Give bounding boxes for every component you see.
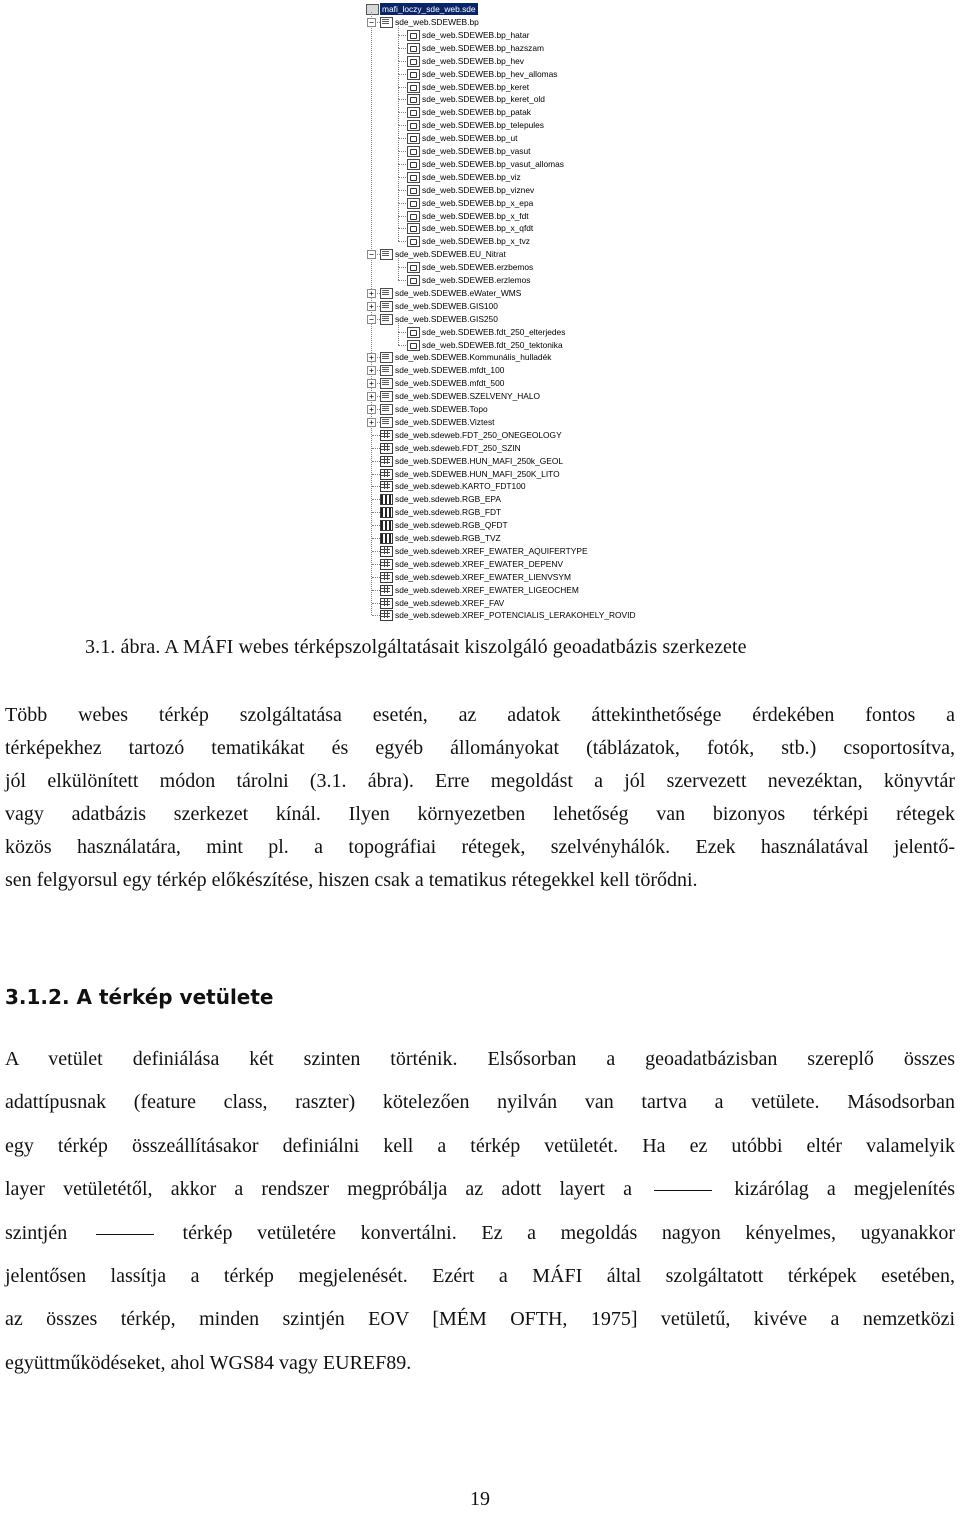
paragraph-projection bbox=[5, 1038, 955, 1385]
tree-item-label: sde_web.SDEWEB.bp_vasut_allomas bbox=[422, 158, 564, 169]
figure-caption: 3.1. ábra. A MÁFI webes térképszolgáltatásait kiszolgáló geoadatbázis szerkezete bbox=[85, 636, 747, 658]
expand-icon[interactable]: + bbox=[367, 418, 376, 427]
feature-class-icon bbox=[407, 275, 420, 286]
feature-class-icon bbox=[407, 56, 420, 67]
text-line bbox=[5, 1168, 955, 1211]
tree-item-label: sde_web.sdeweb.XREF_FAV bbox=[395, 597, 505, 608]
tree-connector-line bbox=[398, 74, 399, 87]
tree-item-label: sde_web.sdeweb.XREF_POTENCIALIS_LERAKOHELY_ROVID bbox=[395, 610, 636, 621]
feature-class-icon bbox=[407, 327, 420, 338]
tree-connector-line bbox=[398, 177, 399, 190]
feature-class-icon bbox=[407, 94, 420, 105]
raster-icon bbox=[380, 520, 393, 531]
tree-connector-line bbox=[372, 564, 380, 565]
tree-connector-line bbox=[398, 151, 406, 152]
text-line: jelentősen lassítja a térkép megjelenését. Ezért a MÁFI által szolgáltatott térképek esetében, bbox=[5, 1265, 955, 1288]
text-line: vagy adatbázis szerkezet kínál. Ilyen környezetben lehetőség van bizonyos térképi rétegek bbox=[5, 803, 955, 825]
text-segment: szintjén bbox=[5, 1221, 68, 1244]
tree-item-label: sde_web.sdeweb.KARTO_FDT100 bbox=[395, 481, 526, 492]
tree-connector-line bbox=[398, 228, 406, 229]
tree-connector-line bbox=[398, 345, 406, 346]
tree-item-label: sde_web.SDEWEB.fdt_250_elterjedes bbox=[422, 326, 566, 337]
tree-connector-line bbox=[398, 177, 406, 178]
table-icon bbox=[380, 610, 393, 621]
tree-connector-line bbox=[372, 474, 380, 475]
tree-connector-line bbox=[398, 99, 399, 112]
tree-item-label: sde_web.sdeweb.FDT_250_ONEGEOLOGY bbox=[395, 429, 562, 440]
tree-item-label: sde_web.SDEWEB.bp_vasut bbox=[422, 146, 531, 156]
tree-connector-line bbox=[398, 280, 406, 281]
dataset-icon bbox=[380, 352, 393, 363]
tree-item-label: sde_web.SDEWEB.bp_viz bbox=[422, 171, 521, 182]
tree-connector-line bbox=[398, 164, 399, 177]
tree-item-label: sde_web.sdeweb.XREF_EWATER_LIGEOCHEM bbox=[395, 584, 579, 595]
table-icon bbox=[380, 481, 393, 492]
dataset-icon bbox=[380, 391, 393, 402]
tree-connector-line bbox=[398, 99, 406, 100]
tree-item-label: sde_web.SDEWEB.bp_viznev bbox=[422, 184, 535, 195]
text-line: közös használatára, mint pl. a topográfiai rétegek, szelvényhálók. Ezek használatával jelentő- bbox=[5, 836, 955, 858]
tree-item-label: sde_web.SDEWEB.bp_hatar bbox=[422, 29, 530, 40]
tree-connector-line bbox=[398, 74, 406, 75]
tree-connector-line bbox=[398, 138, 406, 139]
tree-connector-line bbox=[398, 48, 406, 49]
tree-item-label: sde_web.SDEWEB.eWater_WMS bbox=[395, 287, 522, 298]
tree-item-label: sde_web.SDEWEB.HUN_MAFI_250k_GEOL bbox=[395, 455, 564, 466]
feature-class-icon bbox=[407, 159, 420, 170]
tree-item-label: sde_web.SDEWEB.bp_hazszam bbox=[422, 42, 544, 53]
tree-connector-line bbox=[398, 61, 399, 74]
tree-connector-line bbox=[398, 112, 399, 125]
raster-icon bbox=[380, 533, 393, 544]
tree-item-label: sde_web.sdeweb.XREF_EWATER_AQUIFERTYPE bbox=[395, 545, 588, 556]
text-segment: kizárólag a megjelenítés bbox=[734, 1178, 956, 1201]
feature-class-icon bbox=[407, 107, 420, 118]
text-line: jól elkülönített módon tárolni (3.1. ábra). Erre megoldást a jól szervezett nevezéktan, könyvtár bbox=[5, 770, 955, 792]
expand-icon[interactable]: + bbox=[367, 366, 376, 375]
feature-class-icon bbox=[407, 133, 420, 144]
tree-connector-line bbox=[372, 577, 380, 578]
feature-class-icon bbox=[407, 236, 420, 247]
expand-icon[interactable]: + bbox=[367, 405, 376, 414]
tree-item-label: sde_web.sdeweb.RGB_FDT bbox=[395, 507, 502, 518]
feature-class-icon bbox=[407, 43, 420, 54]
raster-icon bbox=[380, 494, 393, 505]
tree-connector-line bbox=[398, 35, 406, 36]
dataset-icon bbox=[380, 365, 393, 376]
feature-class-icon bbox=[407, 172, 420, 183]
raster-icon bbox=[380, 507, 393, 518]
table-icon bbox=[380, 456, 393, 467]
tree-item-label: sde_web.SDEWEB.bp_x_fdt bbox=[422, 210, 529, 221]
tree-connector-line bbox=[398, 216, 406, 217]
tree-item-label: sde_web.SDEWEB.Topo bbox=[395, 404, 488, 414]
tree-item-label: sde_web.SDEWEB.bp_telepules bbox=[422, 120, 544, 131]
tree-item-label: sde_web.SDEWEB.mfdt_500 bbox=[395, 378, 505, 389]
expand-icon[interactable]: + bbox=[367, 379, 376, 388]
table-icon bbox=[380, 585, 393, 596]
feature-class-icon bbox=[407, 185, 420, 196]
tree-item-label: sde_web.SDEWEB.bp_keret_old bbox=[422, 94, 545, 105]
dataset-icon bbox=[380, 249, 393, 260]
feature-class-icon bbox=[407, 223, 420, 234]
tree-connector-line bbox=[398, 203, 406, 204]
tree-item-label: sde_web.SDEWEB.bp_x_epa bbox=[422, 197, 534, 208]
tree-connector-line bbox=[398, 125, 399, 138]
tree-item-label: sde_web.SDEWEB.bp_hev bbox=[422, 55, 524, 66]
collapse-icon[interactable]: − bbox=[367, 315, 376, 324]
tree-item-label: sde_web.SDEWEB.erzlemos bbox=[422, 275, 531, 285]
tree-root-label: mafi_loczy_sde_web.sde bbox=[382, 4, 476, 14]
tree-connector-line bbox=[398, 151, 399, 164]
text-line: A vetület definiálása két szinten történik. Elsősorban a geoadatbázisban szereplő összes bbox=[5, 1048, 955, 1070]
tree-connector-line bbox=[398, 35, 399, 48]
text-segment: térkép vetületére konvertálni. Ez a megoldás nagyon kényelmes, ugyanakkor bbox=[182, 1221, 956, 1244]
text-line: egy térkép összeállításakor definiálni kell a térkép vetületét. Ha ez utóbbi eltér valamelyik bbox=[5, 1134, 955, 1157]
tree-connector-line bbox=[398, 228, 399, 241]
dataset-icon bbox=[380, 288, 393, 299]
feature-class-icon bbox=[407, 340, 420, 351]
tree-item-label: sde_web.sdeweb.XREF_EWATER_LIENVSYM bbox=[395, 571, 571, 582]
tree-item-label: sde_web.SDEWEB.GIS250 bbox=[395, 313, 498, 324]
tree-item-label: sde_web.sdeweb.FDT_250_SZIN bbox=[395, 442, 521, 453]
dataset-icon bbox=[380, 314, 393, 325]
page-number: 19 bbox=[470, 1488, 490, 1510]
text-line: adattípusnak (feature class, raszter) kötelezően nyilván van tartva a vetülete. Másodsorban bbox=[5, 1091, 955, 1114]
tree-item-label: sde_web.SDEWEB.erzbemos bbox=[422, 262, 534, 273]
em-dash bbox=[654, 1190, 712, 1191]
expand-icon[interactable]: + bbox=[367, 353, 376, 362]
tree-connector-line bbox=[372, 603, 380, 604]
table-icon bbox=[380, 598, 393, 609]
tree-item-label: sde_web.sdeweb.RGB_EPA bbox=[395, 494, 501, 505]
tree-connector-line bbox=[398, 22, 399, 35]
table-icon bbox=[380, 546, 393, 557]
tree-item-label: sde_web.SDEWEB.fdt_250_tektonika bbox=[422, 339, 563, 350]
tree-item-label: sde_web.SDEWEB.SZELVENY_HALO bbox=[395, 391, 541, 402]
tree-item-label: sde_web.SDEWEB.HUN_MAFI_250K_LITO bbox=[395, 468, 560, 479]
tree-connector-line bbox=[372, 448, 380, 449]
tree-connector-line bbox=[398, 138, 399, 151]
feature-class-icon bbox=[407, 262, 420, 273]
dataset-icon bbox=[380, 301, 393, 312]
tree-connector-line bbox=[372, 590, 380, 591]
dataset-icon bbox=[380, 404, 393, 415]
dataset-icon bbox=[380, 417, 393, 428]
tree-connector-line bbox=[398, 190, 406, 191]
table-icon bbox=[380, 443, 393, 454]
tree-connector-line bbox=[372, 486, 380, 487]
tree-connector-line bbox=[398, 332, 406, 333]
tree-item-label: sde_web.SDEWEB.EU_Nitrat bbox=[395, 249, 506, 260]
tree-connector-line bbox=[398, 332, 399, 345]
tree-connector-line bbox=[398, 164, 406, 165]
tree-item-label: sde_web.sdeweb.XREF_EWATER_DEPENV bbox=[395, 558, 564, 569]
text-line: térképekhez tartozó tematikákat és egyéb állományokat (táblázatok, fotók, stb.) csoportosítva, bbox=[5, 737, 955, 759]
tree-connector-line bbox=[372, 551, 380, 552]
table-icon bbox=[380, 430, 393, 441]
tree-connector-line bbox=[398, 125, 406, 126]
text-line: Több webes térkép szolgáltatása esetén, az adatok áttekinthetősége érdekében fontos a bbox=[5, 704, 955, 726]
tree-connector-line bbox=[372, 512, 380, 513]
tree-item-label: sde_web.SDEWEB.bp_hev_allomas bbox=[422, 68, 558, 79]
tree-item-label: sde_web.SDEWEB.mfdt_100 bbox=[395, 365, 505, 376]
feature-class-icon bbox=[407, 198, 420, 209]
collapse-icon[interactable]: − bbox=[367, 250, 376, 259]
tree-connector-line bbox=[398, 48, 399, 61]
tree-item-label: sde_web.SDEWEB.bp_patak bbox=[422, 107, 531, 118]
tree-item-label: sde_web.sdeweb.RGB_TVZ bbox=[395, 533, 501, 543]
text-line: együttműködéseket, ahol WGS84 vagy EUREF89. bbox=[5, 1351, 412, 1374]
tree-item-label: sde_web.SDEWEB.bp_keret bbox=[422, 81, 530, 92]
dataset-icon bbox=[380, 378, 393, 389]
tree-item-label: sde_web.SDEWEB.GIS100 bbox=[395, 300, 498, 311]
section-heading: 3.1.2. A térkép vetülete bbox=[5, 985, 274, 1009]
tree-connector-line bbox=[398, 203, 399, 216]
tree-connector-line bbox=[398, 190, 399, 203]
feature-class-icon bbox=[407, 211, 420, 222]
tree-connector-line bbox=[398, 254, 399, 267]
expand-icon[interactable]: + bbox=[367, 289, 376, 298]
dataset-icon bbox=[380, 17, 393, 28]
tree-item-label: sde_web.SDEWEB.Viztest bbox=[395, 416, 495, 427]
expand-icon[interactable]: + bbox=[367, 302, 376, 311]
table-icon bbox=[380, 559, 393, 570]
tree-connector-line bbox=[372, 461, 380, 462]
database-icon bbox=[366, 4, 379, 15]
expand-icon[interactable]: + bbox=[367, 392, 376, 401]
table-icon bbox=[380, 572, 393, 583]
tree-connector-line bbox=[398, 86, 399, 99]
text-line bbox=[5, 1212, 955, 1255]
feature-class-icon bbox=[407, 69, 420, 80]
text-line: az összes térkép, minden szintjén EOV [MÉM OFTH, 1975] vetületű, kivéve a nemzetközi bbox=[5, 1308, 955, 1331]
collapse-icon[interactable]: − bbox=[367, 18, 376, 27]
tree-connector-line bbox=[398, 87, 406, 88]
tree-item-label: sde_web.SDEWEB.bp_ut bbox=[422, 133, 518, 144]
feature-class-icon bbox=[407, 30, 420, 41]
tree-connector-line bbox=[398, 241, 406, 242]
tree-connector-line bbox=[398, 319, 399, 332]
paragraph-intro bbox=[5, 699, 955, 897]
geodatabase-tree-view bbox=[360, 3, 645, 623]
tree-item-label: sde_web.SDEWEB.bp_x_tvz bbox=[422, 236, 530, 247]
tree-connector-line bbox=[398, 61, 406, 62]
tree-connector-line bbox=[372, 525, 380, 526]
tree-connector-line bbox=[398, 267, 399, 280]
tree-item-label: sde_web.SDEWEB.bp_x_qfdt bbox=[422, 223, 534, 234]
tree-item-label: sde_web.sdeweb.RGB_QFDT bbox=[395, 520, 508, 531]
table-icon bbox=[380, 469, 393, 480]
tree-connector-line bbox=[398, 112, 406, 113]
tree-connector-line bbox=[372, 615, 380, 616]
tree-connector-line bbox=[372, 499, 380, 500]
tree-item-label: sde_web.SDEWEB.Kommunális_hulladék bbox=[395, 352, 552, 363]
tree-connector-line bbox=[398, 267, 406, 268]
tree-connector-line bbox=[372, 435, 380, 436]
feature-class-icon bbox=[407, 146, 420, 157]
tree-item-label: sde_web.SDEWEB.bp bbox=[395, 17, 479, 27]
feature-class-icon bbox=[407, 82, 420, 93]
feature-class-icon bbox=[407, 120, 420, 131]
text-segment: layer vetületétől, akkor a rendszer megpróbálja az adott layert a bbox=[5, 1178, 633, 1201]
tree-connector-line bbox=[398, 215, 399, 228]
tree-connector-line bbox=[372, 538, 380, 539]
text-line: sen felgyorsul egy térkép előkészítése, hiszen csak a tematikus rétegekkel kell törődni. bbox=[5, 869, 698, 891]
em-dash bbox=[96, 1234, 154, 1235]
